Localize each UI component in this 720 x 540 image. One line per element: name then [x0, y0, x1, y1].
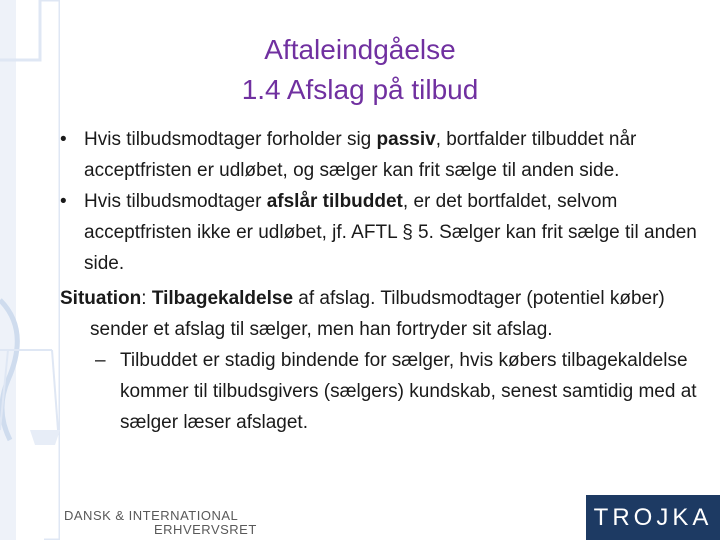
- situation-paragraph: Situation: Tilbagekaldelse af afslag. Tilbudsmodtager (potentiel køber) sender et afslag til sælger, men han fortryder sit afslag.: [60, 288, 665, 340]
- bullet-item-reject: • Hvis tilbudsmodtager afslår tilbuddet, er det bortfaldet, selvom acceptfristen ikke er udløbet, jf. AFTL § 5. Sælger kan frit sælge til anden side.: [60, 186, 710, 279]
- slide-body: [60, 124, 710, 438]
- dash-marker: –: [95, 350, 106, 371]
- title-line-2: 1.4 Afslag på tilbud: [241, 74, 479, 105]
- sub-bullet-item: – Tilbuddet er stadig bindende for sælger, hvis købers tilbagekaldelse kommer til tilbudsgivers (sælgers) kundskab, senest samtidig med at sælger læser afslaget.: [60, 345, 710, 438]
- slide-title: [60, 30, 660, 110]
- dansk-international-logo: [64, 509, 257, 537]
- logo-line-2: ERHVERVSRET: [154, 522, 257, 537]
- bullet-marker: •: [60, 129, 67, 150]
- bullet-item-passive: • Hvis tilbudsmodtager forholder sig passiv, bortfalder tilbuddet når acceptfristen er udløbet, og sælger kan frit sælge til anden side.: [60, 124, 710, 186]
- situation-label: Situation: [60, 288, 142, 309]
- bold-term: passiv: [376, 129, 436, 150]
- trojka-logo: TROJKA: [586, 495, 720, 540]
- logo-line-1: DANSK & INTERNATIONAL: [64, 508, 239, 523]
- justice-scale-watermark: [0, 0, 60, 540]
- title-line-1: Aftaleindgåelse: [264, 34, 456, 65]
- bullet-marker: •: [60, 191, 67, 212]
- bold-term: Tilbagekaldelse: [151, 288, 294, 309]
- bold-term: afslår tilbuddet: [266, 191, 403, 212]
